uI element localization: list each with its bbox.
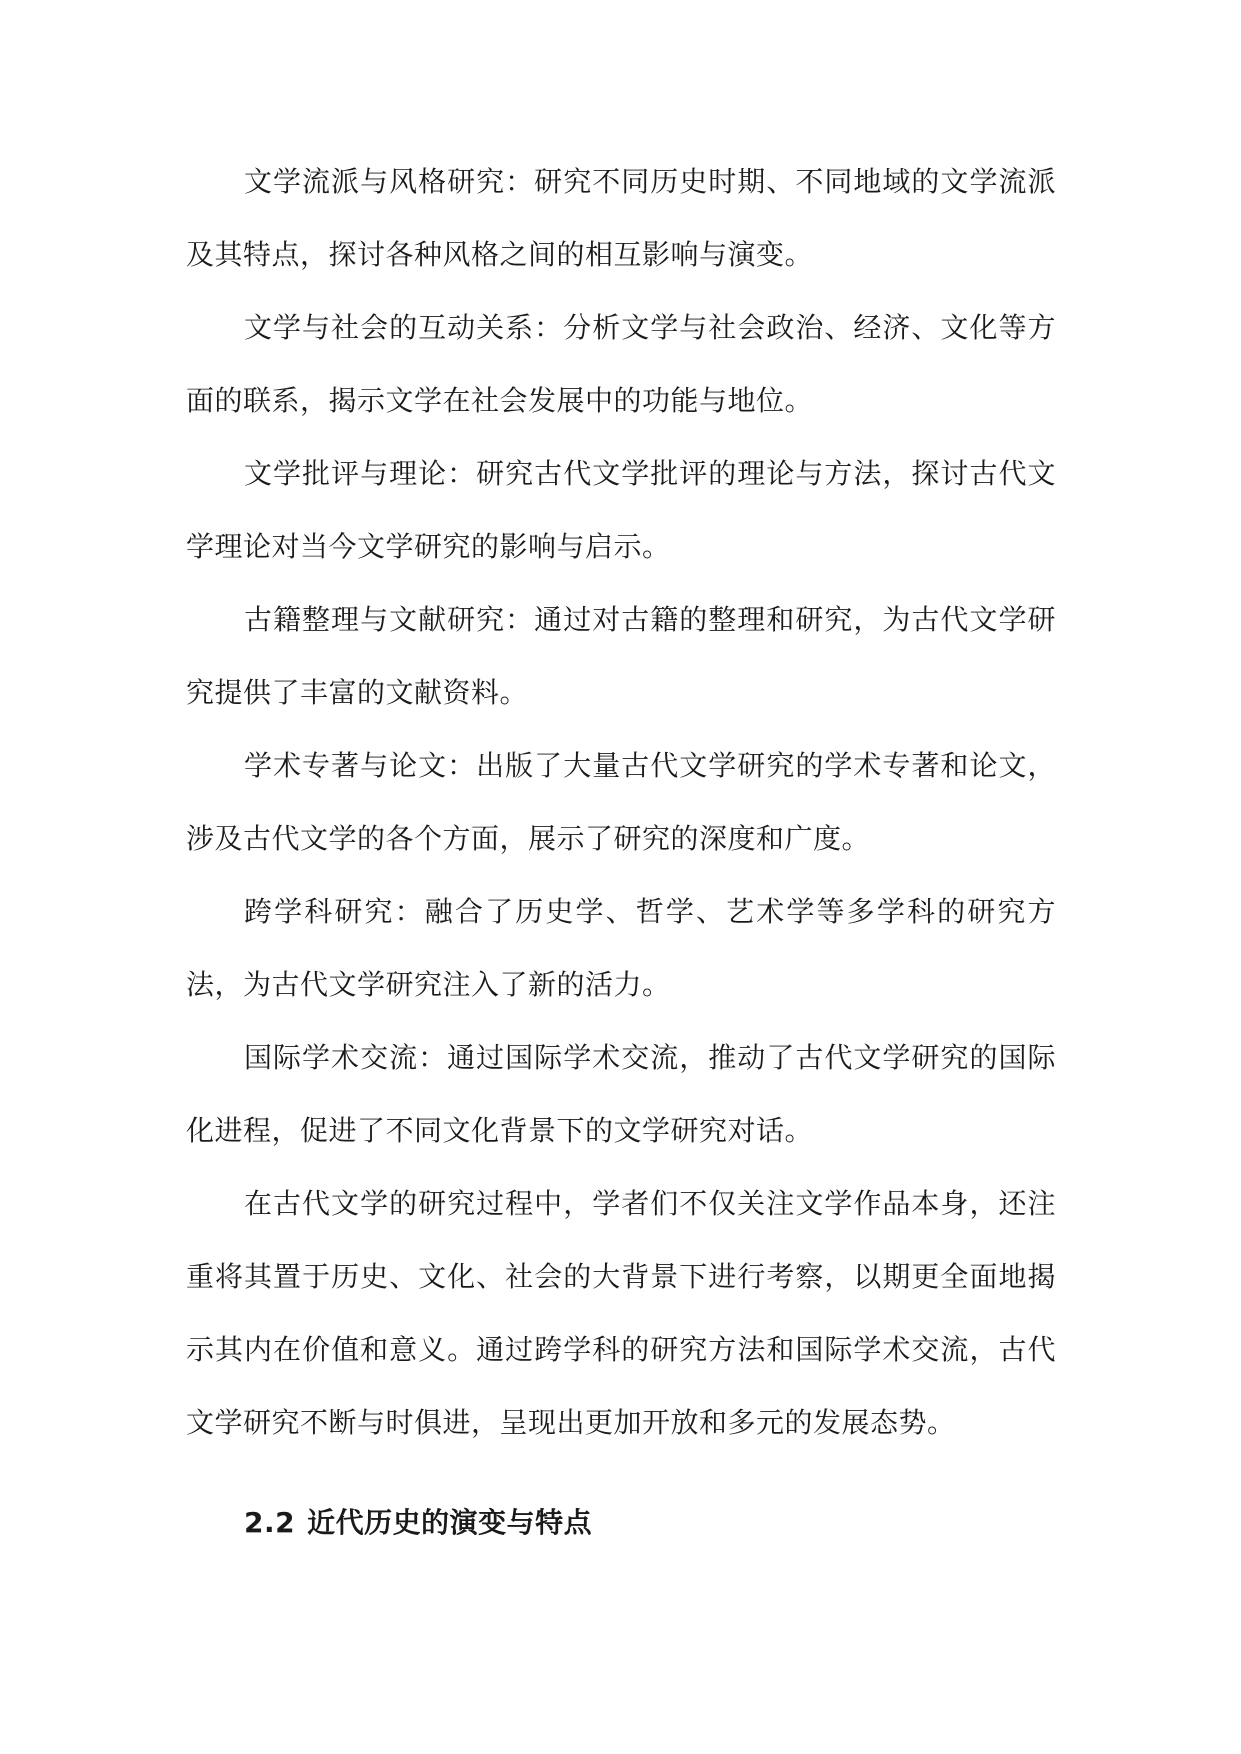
paragraph-monographs: 学术专著与论文：出版了大量古代文学研究的学术专著和论文，涉及古代文学的各个方面，展示了研究的深度和广度。	[186, 749, 1056, 855]
paragraph-literary-criticism: 文学批评与理论：研究古代文学批评的理论与方法，探讨古代文学理论对当今文学研究的影响与启示。	[186, 457, 1056, 563]
section-number: 2.2	[244, 1506, 296, 1539]
document-page	[186, 145, 1056, 1543]
paragraph-literary-schools: 文学流派与风格研究：研究不同历史时期、不同地域的文学流派及其特点，探讨各种风格之间的相互影响与演变。	[186, 165, 1056, 271]
paragraph-ancient-books: 古籍整理与文献研究：通过对古籍的整理和研究，为古代文学研究提供了丰富的文献资料。	[186, 603, 1056, 709]
paragraph-literature-society: 文学与社会的互动关系：分析文学与社会政治、经济、文化等方面的联系，揭示文学在社会发展中的功能与地位。	[186, 311, 1056, 417]
section-heading	[186, 1503, 1056, 1543]
paragraph-interdisciplinary: 跨学科研究：融合了历史学、哲学、艺术学等多学科的研究方法，为古代文学研究注入了新的活力。	[186, 895, 1056, 1001]
paragraph-summary: 在古代文学的研究过程中，学者们不仅关注文学作品本身，还注重将其置于历史、文化、社会的大背景下进行考察，以期更全面地揭示其内在价值和意义。通过跨学科的研究方法和国际学术交流，古代文学研究不断与时俱进，呈现出更加开放和多元的发展态势。	[186, 1187, 1056, 1439]
section-title: 近代历史的演变与特点	[307, 1506, 593, 1539]
paragraph-international-exchange: 国际学术交流：通过国际学术交流，推动了古代文学研究的国际化进程，促进了不同文化背景下的文学研究对话。	[186, 1041, 1056, 1147]
